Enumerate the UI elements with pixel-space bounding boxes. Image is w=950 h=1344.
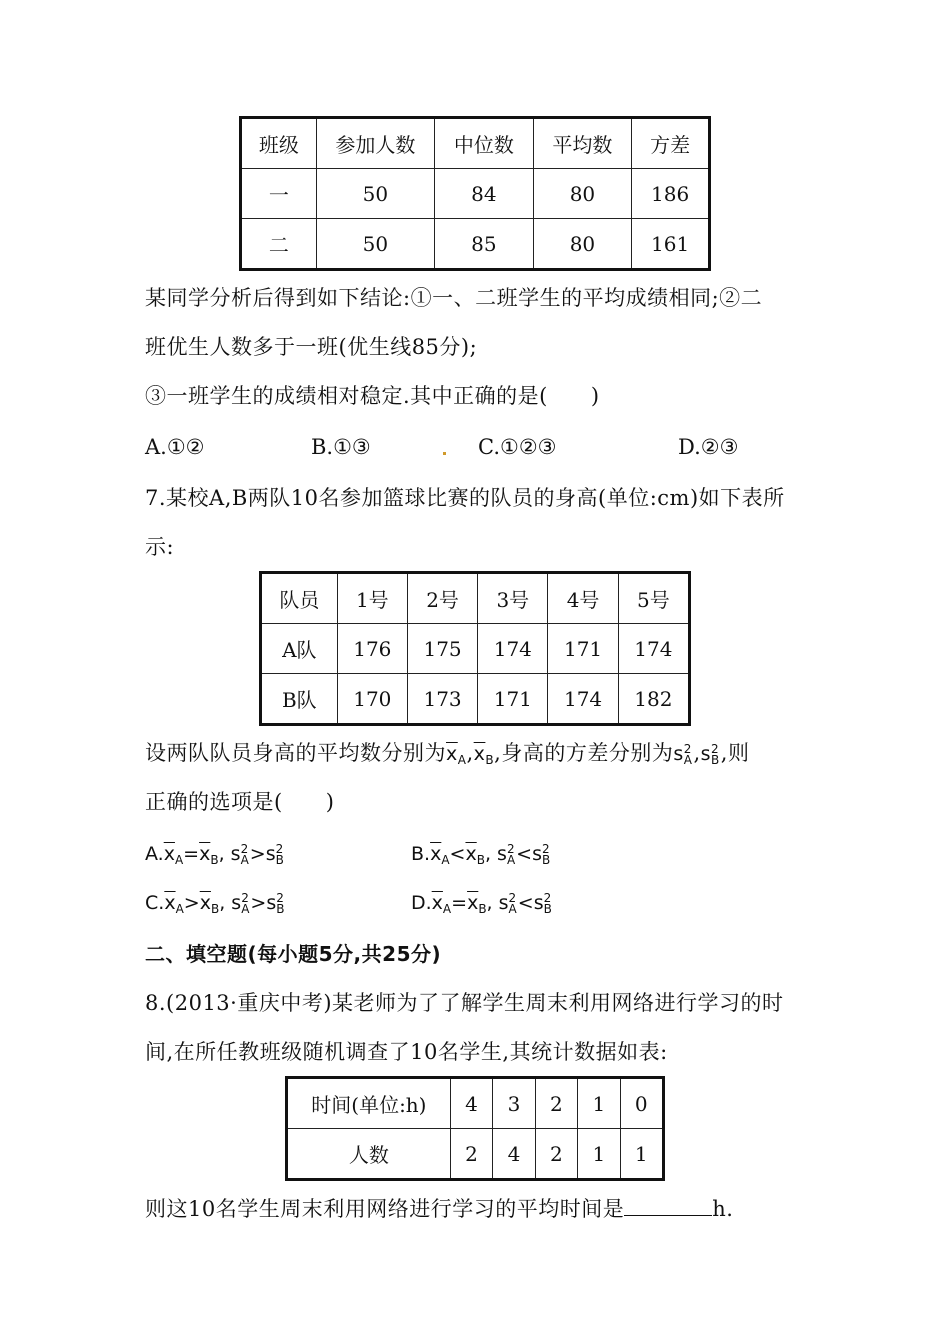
table-cell: B队	[261, 674, 338, 725]
table-cell: 171	[478, 674, 548, 725]
q6-option-b: B.①③	[311, 435, 371, 459]
q8-line-2: 间,在所任教班级随机调查了10名学生,其统计数据如表:	[145, 1040, 668, 1064]
table-cell: 队员	[261, 573, 338, 624]
table-cell: 方差	[632, 118, 710, 169]
table-row	[261, 624, 690, 674]
table-cell: 2	[535, 1129, 577, 1180]
table-cell: 1	[578, 1129, 620, 1180]
q8-line-3: 则这10名学生周末利用网络进行学习的平均时间是 h.	[145, 1193, 733, 1223]
table-row	[287, 1078, 664, 1129]
q7-line-1: 7.某校A,B两队10名参加篮球比赛的队员的身高(单位:cm)如下表所	[145, 486, 785, 510]
table-cell: 中位数	[435, 118, 534, 169]
table-cell: 171	[548, 624, 618, 674]
table-cell: A队	[261, 624, 338, 674]
table-cell: 1	[578, 1078, 620, 1129]
q6-line-3: ③一班学生的成绩相对稳定.其中正确的是( )	[145, 384, 600, 408]
table-cell: 二	[241, 219, 317, 270]
table-cell: 2	[535, 1078, 577, 1129]
q7-option-a: $A.\overline{x}_A=\overline{x}_B$, s2 A>s2 B	[145, 841, 284, 867]
mean-b-symbol: $\overline{x}_B$	[473, 743, 495, 767]
table-cell: 4	[450, 1078, 492, 1129]
table-cell: 174	[618, 624, 689, 674]
table-row	[261, 674, 690, 725]
table-cell: 186	[632, 169, 710, 219]
table-header-row	[241, 118, 710, 169]
table-cell: 平均数	[533, 118, 632, 169]
table-cell: 2	[450, 1129, 492, 1180]
q6-option-c: C.①②③	[478, 435, 557, 459]
table-header-row	[261, 573, 690, 624]
q7-option-c: $C.\overline{x}_A>\overline{x}_B$, s2 A>s2 B	[145, 890, 285, 916]
table-cell: 50	[316, 169, 434, 219]
q7-stem-mid: ,身高的方差分别为	[494, 741, 674, 765]
table-row	[241, 169, 710, 219]
q7-stem: 设两队队员身高的平均数分别为$\overline{x}_A,\overline{x}_B$,身高的方差分别为s2 A,s2 B,则	[145, 741, 750, 767]
table-cell: 参加人数	[316, 118, 434, 169]
table-cell: 80	[533, 219, 632, 270]
q7-line-4: 正确的选项是( )	[145, 790, 335, 814]
table-cell: 85	[435, 219, 534, 270]
q7-stem-suffix: ,则	[720, 741, 750, 765]
table-cell: 1	[620, 1129, 663, 1180]
table-cell: 时间(单位:h)	[287, 1078, 451, 1129]
table-cell: 1号	[337, 573, 407, 624]
table-cell: 173	[407, 674, 477, 725]
table-cell: 3	[493, 1078, 535, 1129]
table-row	[241, 219, 710, 270]
table-cell: 176	[337, 624, 407, 674]
answer-blank[interactable]	[624, 1193, 712, 1216]
mean-a-symbol: $\overline{x}_A$	[446, 743, 467, 767]
q7-stem-prefix: 设两队队员身高的平均数分别为	[145, 741, 446, 765]
table-cell: 2号	[407, 573, 477, 624]
table-cell: 0	[620, 1078, 663, 1129]
q6-option-a: A.①②	[145, 435, 205, 459]
table-cell: 4号	[548, 573, 618, 624]
table-cell: 174	[548, 674, 618, 725]
table-cell: 5号	[618, 573, 689, 624]
q6-line-2: 班优生人数多于一班(优生线85分);	[145, 335, 478, 359]
table-cell: 4	[493, 1129, 535, 1180]
q7-line-2: 示:	[145, 535, 175, 559]
q6-option-d: D.②③	[678, 435, 739, 459]
q7-option-b: $B.\overline{x}_A<\overline{x}_B$, s2 A<s2 B	[411, 841, 551, 867]
table-cell: 174	[478, 624, 548, 674]
q8-line-1: 8.(2013·重庆中考)某老师为了了解学生周末利用网络进行学习的时	[145, 991, 784, 1015]
table-cell: 161	[632, 219, 710, 270]
table-cell: 175	[407, 624, 477, 674]
height-table	[259, 571, 691, 726]
class-stats-table	[239, 116, 711, 271]
q6-line-1: 某同学分析后得到如下结论:①一、二班学生的平均成绩相同;②二	[145, 286, 763, 310]
table-cell: 80	[533, 169, 632, 219]
table-cell: 170	[337, 674, 407, 725]
table-cell: 50	[316, 219, 434, 270]
table-row	[287, 1129, 664, 1180]
q7-option-d: $D.\overline{x}_A=\overline{x}_B$, s2 A<s2 B	[411, 890, 552, 916]
table-cell: 人数	[287, 1129, 451, 1180]
table-cell: 3号	[478, 573, 548, 624]
decorative-dot	[443, 452, 446, 455]
variance-b-symbol: s2 B	[700, 741, 720, 767]
section-heading: 二、填空题(每小题5分,共25分)	[145, 942, 442, 966]
table-cell: 182	[618, 674, 689, 725]
table-cell: 班级	[241, 118, 317, 169]
table-cell: 84	[435, 169, 534, 219]
study-time-table	[285, 1076, 665, 1181]
variance-a-symbol: s2 A	[673, 741, 693, 767]
table-cell: 一	[241, 169, 317, 219]
